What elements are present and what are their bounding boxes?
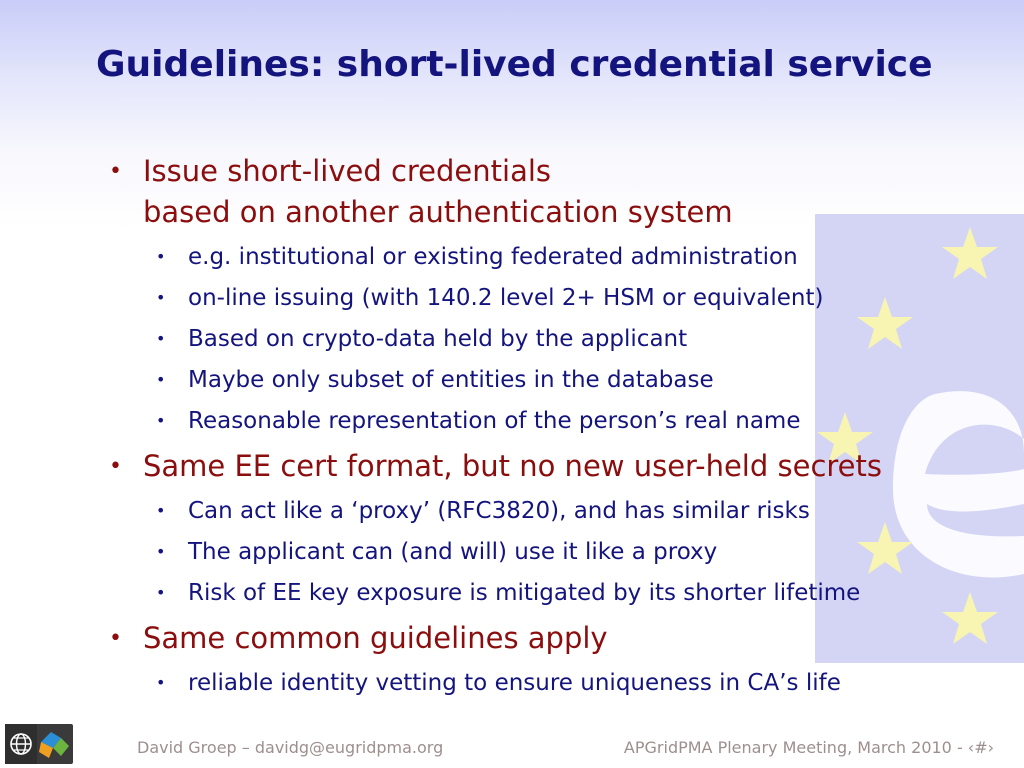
sub-bullet-text: Maybe only subset of entities in the database [188, 367, 714, 393]
sub-bullet-item [156, 365, 714, 395]
sub-bullet-item [156, 537, 718, 567]
bullet-icon: • [156, 370, 166, 389]
bullet-icon: • [156, 501, 166, 520]
sub-bullet-text: reliable identity vetting to ensure uniqueness in CA’s life [188, 670, 841, 696]
sub-bullet-item [156, 283, 824, 313]
footer-author: David Groep – davidg@eugridpma.org [137, 738, 444, 757]
sub-bullet-item [156, 406, 801, 436]
footer-event: APGridPMA Plenary Meeting, March 2010 - ‹#› [623, 738, 994, 757]
bullet-icon: • [109, 626, 122, 651]
bullet-icon: • [109, 159, 122, 184]
bullet-icon: • [156, 411, 166, 430]
sub-bullet-item [156, 242, 798, 272]
slide-title: Guidelines: short-lived credential service [96, 44, 933, 85]
bullet-icon: • [156, 542, 166, 561]
sub-bullet-text: on-line issuing (with 140.2 level 2+ HSM or equivalent) [188, 285, 824, 311]
bullet-icon: • [156, 288, 166, 307]
bullet-icon: • [156, 247, 166, 266]
bullet-item-continuation [143, 192, 733, 233]
sub-bullet-item [156, 496, 810, 526]
sub-bullet-item [156, 668, 841, 698]
sub-bullet-item [156, 578, 861, 608]
sub-bullet-text: Reasonable representation of the person’s real name [188, 408, 801, 434]
sub-bullet-text: Risk of EE key exposure is mitigated by its shorter lifetime [188, 580, 861, 606]
bullet-icon: • [156, 673, 166, 692]
sub-bullet-text: The applicant can (and will) use it like a proxy [188, 539, 718, 565]
bullet-icon: • [156, 329, 166, 348]
bullet-text: Issue short-lived credentials [143, 154, 552, 188]
sub-bullet-text: e.g. institutional or existing federated administration [188, 244, 798, 270]
sub-bullet-text: Can act like a ‘proxy’ (RFC3820), and has similar risks [188, 498, 810, 524]
sub-bullet-item [156, 324, 688, 354]
bullet-text: Same EE cert format, but no new user-held secrets [143, 449, 882, 483]
bullet-text: based on another authentication system [143, 195, 733, 229]
sub-bullet-text: Based on crypto-data held by the applicant [188, 326, 688, 352]
bullet-text: Same common guidelines apply [143, 621, 608, 655]
bullet-item [109, 618, 608, 659]
bullet-item [109, 446, 882, 487]
bullet-item [109, 151, 552, 192]
globe-icon [5, 724, 73, 764]
footer-logos [5, 724, 73, 764]
bullet-icon: • [156, 583, 166, 602]
bullet-icon: • [109, 454, 122, 479]
